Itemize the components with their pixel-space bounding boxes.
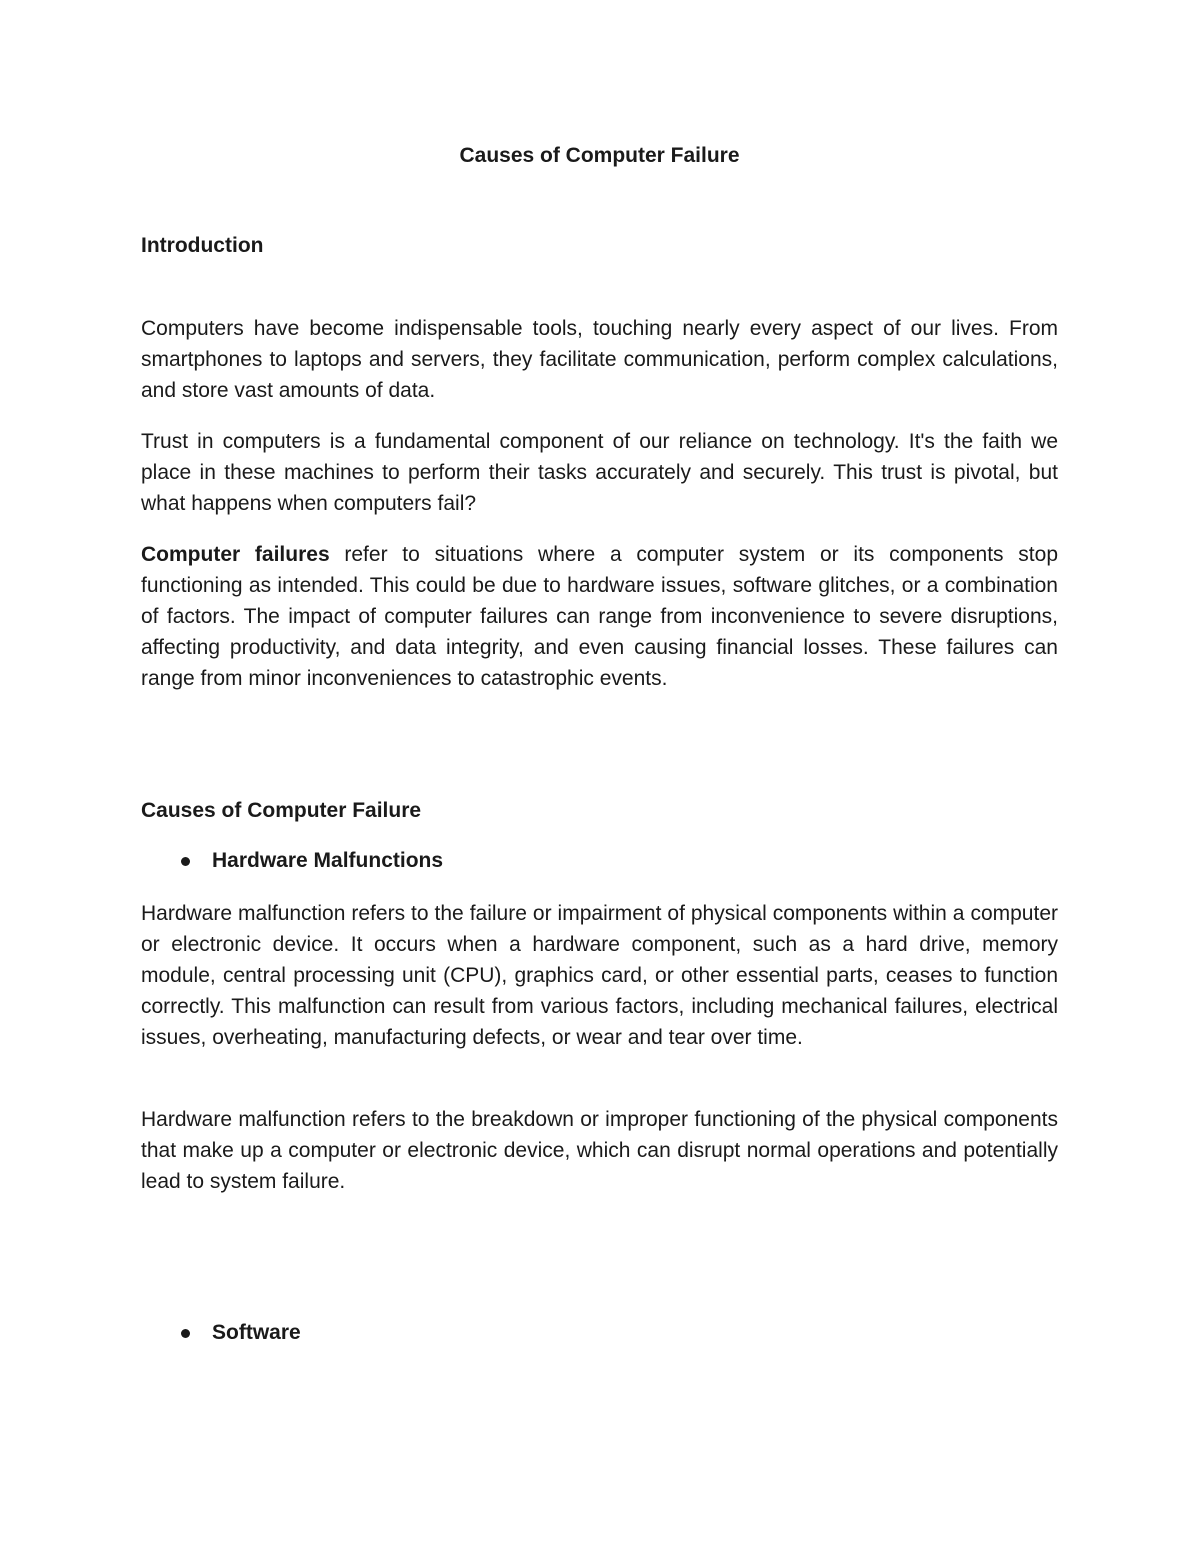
document-title: Causes of Computer Failure [459, 144, 740, 167]
intro-paragraph-2: Trust in computers is a fundamental component of our reliance on technology. It's the faith we place in these machines to perform their tasks accurately and securely. This trust is pivotal, but what happens when computers fail? [141, 430, 1058, 515]
bullet-label: Hardware Malfunctions [212, 849, 444, 872]
bullet-label: Software [212, 1321, 301, 1344]
causes-heading: Causes of Computer Failure [141, 799, 422, 822]
bullet-dot-icon [181, 857, 190, 866]
hardware-paragraph-2: Hardware malfunction refers to the breakdown or improper functioning of the physical components that make up a computer or electronic device, which can disrupt normal operations and potentially lead to system failure. [141, 1108, 1058, 1193]
intro-paragraph-1: Computers have become indispensable tools, touching nearly every aspect of our lives. From smartphones to laptops and servers, they facilitate communication, perform complex calculations, and store vast amounts of data. [141, 317, 1058, 402]
hardware-paragraph-1: Hardware malfunction refers to the failure or impairment of physical components within a computer or electronic device. It occurs when a hardware component, such as a hard drive, memory module, central processing unit (CPU), graphics card, or other essential parts, ceases to function correctly. This malfunction can result from various factors, including mechanical failures, electrical issues, overheating, manufacturing defects, or wear and tear over time. [141, 902, 1058, 1049]
computer-failures-text: refer to situations where a computer system or its components stop functioning as intended. This could be due to hardware issues, software glitches, or a combination of factors. The impact of computer failures can range from inconvenience to severe disruptions, affecting productivity, and data integrity, and even causing financial losses. These failures can range from minor inconveniences to catastrophic events. [141, 543, 1058, 690]
bullet-hardware-malfunctions [181, 847, 443, 875]
bullet-software [181, 1319, 301, 1347]
introduction-heading: Introduction [141, 234, 264, 257]
computer-failures-term: Computer failures [141, 543, 330, 566]
bullet-dot-icon [181, 1329, 190, 1338]
computer-failures-paragraph [141, 539, 1058, 694]
